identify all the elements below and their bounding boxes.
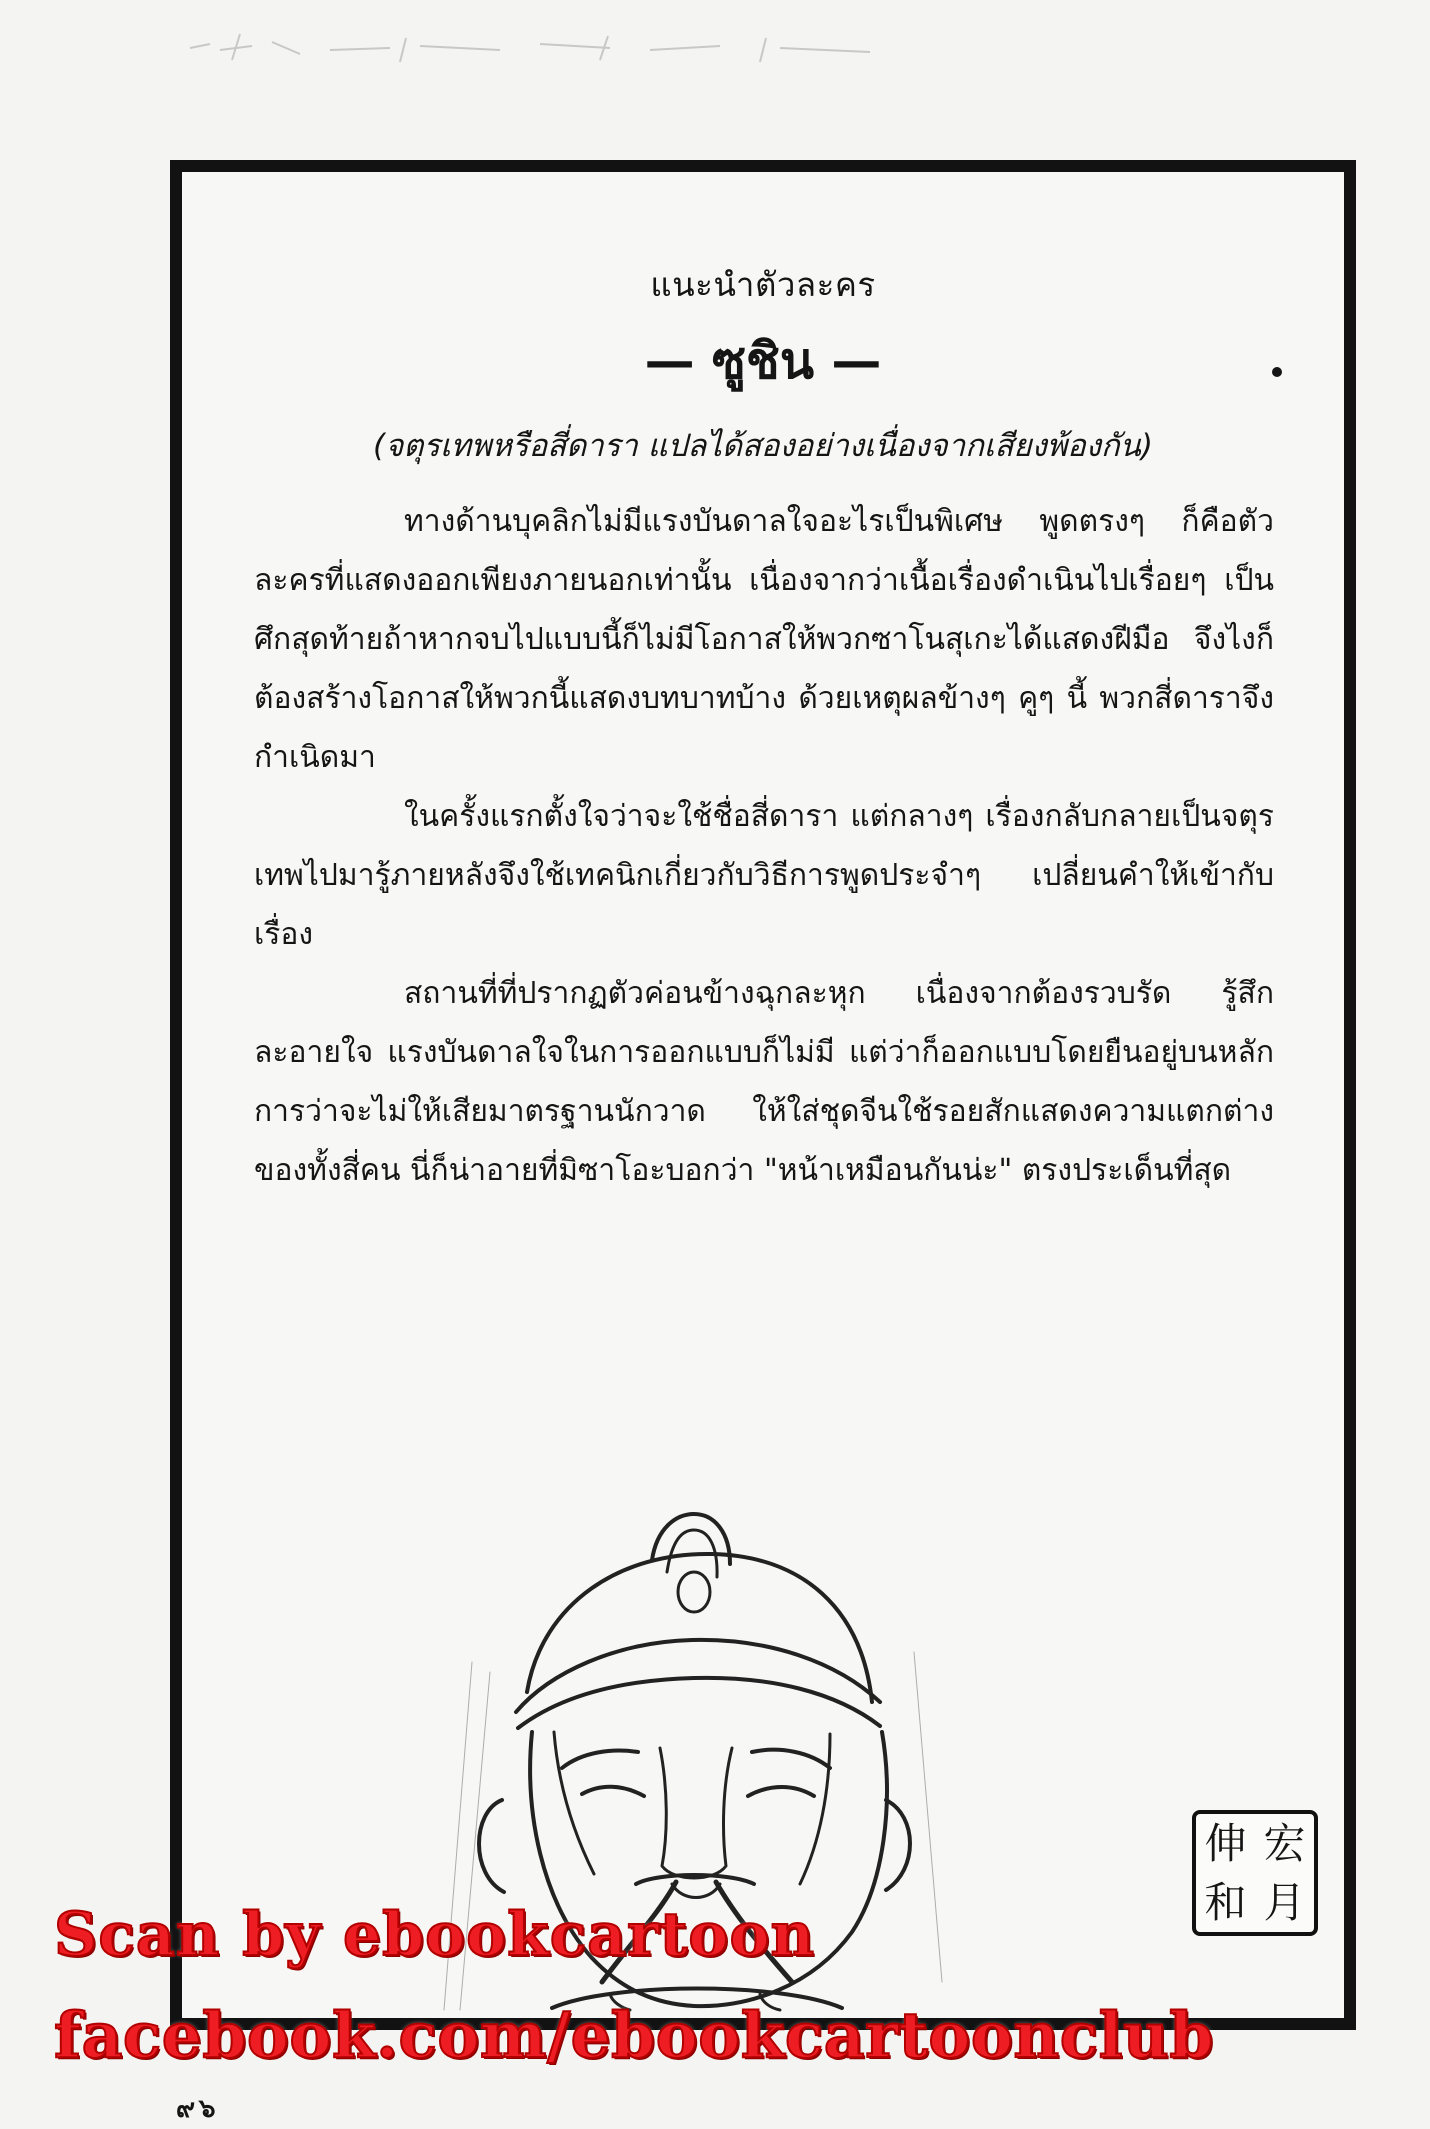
- seal-character-3: 和: [1204, 1877, 1247, 1927]
- seal-character-2: 宏: [1263, 1818, 1306, 1868]
- paragraph-2: ในครั้งแรกตั้งใจว่าจะใช้ชื่อสี่ดารา แต่กลางๆ เรื่องกลับกลายเป็นจตุรเทพไปมารู้ภายหลังจึงใช้เทคนิกเกี่ยวกับวิธีการพูดประจำๆ เปลี่ยนคำให้เข้ากับเรื่อง: [254, 799, 1274, 952]
- character-intro-frame: [170, 160, 1356, 2030]
- paragraph-3: สถานที่ที่ปรากฏตัวค่อนข้างฉุกละหุก เนื่องจากต้องรวบรัด รู้สึกละอายใจ แรงบันดาลใจในการออกแบบก็ไม่มี แต่ว่าก็ออกแบบโดยยืนอยู่บนหลักการว่าจะไม่ให้เสียมาตรฐานนักวาด ให้ใส่ชุดจีนใช้รอยสักแสดงความแตกต่างของทั้งสี่คน นี่ก็น่าอายที่มิซาโอะบอกว่า "หน้าเหมือนกันน่ะ" ตรงประเด็นที่สุด: [254, 976, 1274, 1188]
- scan-noise: [180, 20, 900, 80]
- facebook-watermark: facebook.com/ebookcartoonclub: [54, 1998, 1214, 2072]
- ink-dot: [1272, 367, 1282, 377]
- paragraph-1: ทางด้านบุคลิกไม่มีแรงบันดาลใจอะไรเป็นพิเศษ พูดตรงๆ ก็คือตัวละครที่แสดงออกเพียงภายนอกเท่านั้น เนื่องจากว่าเนื้อเรื่องดำเนินไปเรื่อยๆ เป็นศึกสุดท้ายถ้าหากจบไปแบบนี้ก็ไม่มีโอกาสให้พวกซาโนสุเกะได้แสดงฝีมือ จึงไงก็ต้องสร้างโอกาสให้พวกนี้แสดงบทบาทบ้าง ด้วยเหตุผลข้างๆ คูๆ นี้ พวกสี่ดาราจึงกำเนิดมา: [254, 504, 1274, 775]
- section-title: แนะนำตัวละคร: [650, 265, 876, 304]
- scan-credit-watermark: Scan by ebookcartoon: [54, 1900, 816, 1970]
- seal-character-1: 伸: [1204, 1818, 1247, 1868]
- description-text: [254, 492, 1274, 1200]
- character-name: — ซูชิน —: [644, 332, 882, 390]
- artist-seal: [1192, 1810, 1318, 1936]
- page-number: ๙๖: [176, 2094, 220, 2124]
- seal-character-4: 月: [1263, 1877, 1306, 1927]
- subtitle: (จตุรเทพหรือสี่ดารา แปลได้สองอย่างเนื่องจากเสียงพ้องกัน): [373, 428, 1153, 464]
